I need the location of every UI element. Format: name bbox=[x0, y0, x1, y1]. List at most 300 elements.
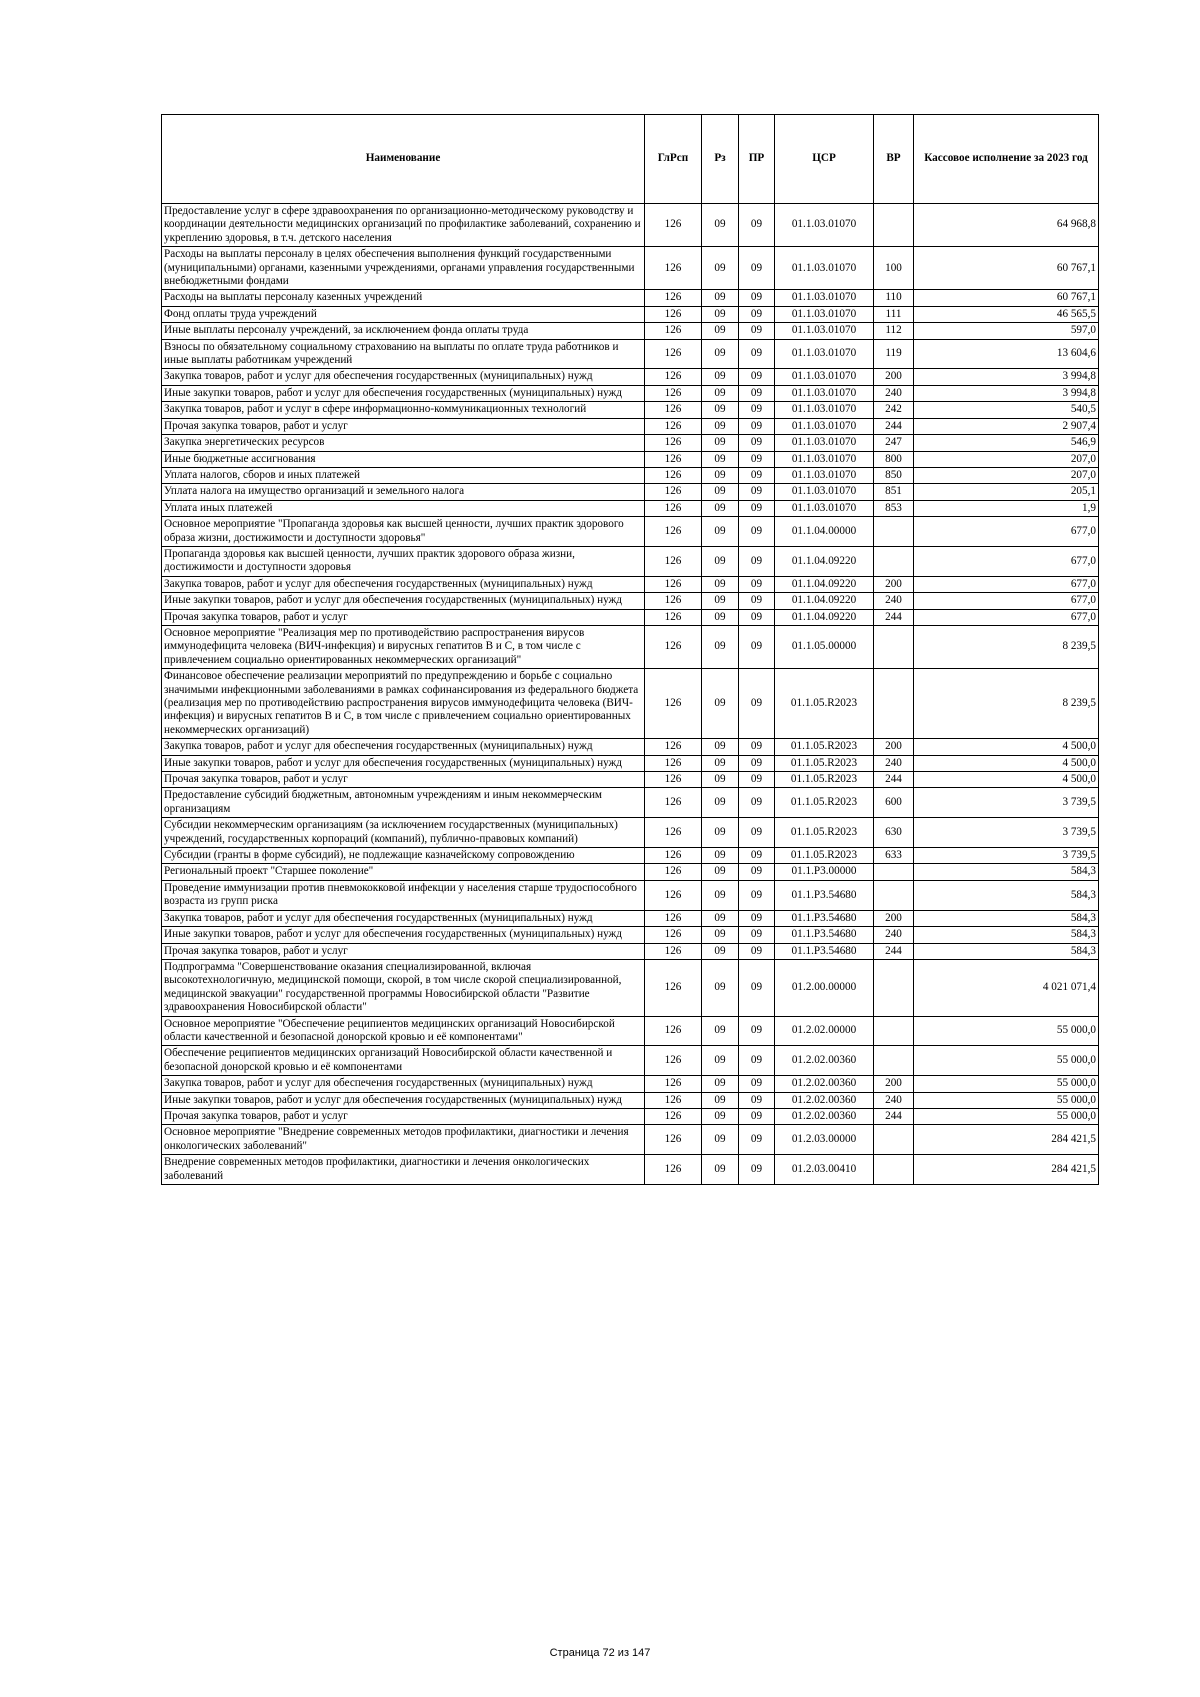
row-name-cell: Иные закупки товаров, работ и услуг для обеспечения государственных (муниципальных) нужд bbox=[162, 1092, 645, 1108]
row-csr-cell: 01.1.03.01070 bbox=[775, 500, 874, 516]
row-rz-cell: 09 bbox=[702, 500, 739, 516]
row-csr-cell: 01.1.P3.54680 bbox=[775, 880, 874, 910]
row-amount-cell: 284 421,5 bbox=[914, 1125, 1099, 1155]
row-rz-cell: 09 bbox=[702, 402, 739, 418]
row-name-cell: Субсидии некоммерческим организациям (за исключением государственных (муниципальных) учреждений, государственных корпораций (компаний), публично-правовых компаний) bbox=[162, 818, 645, 848]
row-pr-cell: 09 bbox=[739, 418, 775, 434]
row-rz-cell: 09 bbox=[702, 1046, 739, 1076]
row-vr-cell: 244 bbox=[874, 609, 914, 625]
row-vr-cell: 240 bbox=[874, 927, 914, 943]
row-amount-cell: 677,0 bbox=[914, 546, 1099, 576]
table-row bbox=[162, 500, 1099, 516]
row-amount-cell: 8 239,5 bbox=[914, 625, 1099, 668]
table-row bbox=[162, 864, 1099, 880]
row-rz-cell: 09 bbox=[702, 339, 739, 369]
row-csr-cell: 01.1.05.R2023 bbox=[775, 788, 874, 818]
row-pr-cell: 09 bbox=[739, 943, 775, 959]
row-amount-cell: 4 500,0 bbox=[914, 772, 1099, 788]
row-rz-cell: 09 bbox=[702, 818, 739, 848]
row-amount-cell: 4 500,0 bbox=[914, 755, 1099, 771]
row-name-cell: Закупка товаров, работ и услуг для обеспечения государственных (муниципальных) нужд bbox=[162, 1076, 645, 1092]
row-name-cell: Уплата иных платежей bbox=[162, 500, 645, 516]
row-glrsp-cell: 126 bbox=[645, 848, 702, 864]
row-rz-cell: 09 bbox=[702, 467, 739, 483]
row-vr-cell bbox=[874, 1016, 914, 1046]
row-rz-cell: 09 bbox=[702, 418, 739, 434]
row-amount-cell: 3 994,8 bbox=[914, 385, 1099, 401]
row-name-cell: Закупка товаров, работ и услуг для обеспечения государственных (муниципальных) нужд bbox=[162, 910, 645, 926]
table-row bbox=[162, 1155, 1099, 1185]
row-csr-cell: 01.1.05.00000 bbox=[775, 625, 874, 668]
row-rz-cell: 09 bbox=[702, 1125, 739, 1155]
table-row bbox=[162, 435, 1099, 451]
row-csr-cell: 01.1.03.01070 bbox=[775, 418, 874, 434]
row-csr-cell: 01.1.03.01070 bbox=[775, 402, 874, 418]
row-glrsp-cell: 126 bbox=[645, 669, 702, 739]
row-vr-cell: 247 bbox=[874, 435, 914, 451]
row-vr-cell bbox=[874, 1046, 914, 1076]
row-csr-cell: 01.1.03.01070 bbox=[775, 339, 874, 369]
row-name-cell: Пропаганда здоровья как высшей ценности, лучших практик здорового образа жизни, достижимости и доступности здоровья bbox=[162, 546, 645, 576]
table-row bbox=[162, 669, 1099, 739]
row-csr-cell: 01.2.02.00360 bbox=[775, 1108, 874, 1124]
row-csr-cell: 01.1.P3.54680 bbox=[775, 927, 874, 943]
row-name-cell: Иные закупки товаров, работ и услуг для обеспечения государственных (муниципальных) нужд bbox=[162, 755, 645, 771]
row-name-cell: Предоставление субсидий бюджетным, автономным учреждениям и иным некоммерческим организациям bbox=[162, 788, 645, 818]
row-csr-cell: 01.1.05.R2023 bbox=[775, 818, 874, 848]
row-pr-cell: 09 bbox=[739, 669, 775, 739]
table-row bbox=[162, 755, 1099, 771]
row-vr-cell: 200 bbox=[874, 576, 914, 592]
row-pr-cell: 09 bbox=[739, 927, 775, 943]
row-glrsp-cell: 126 bbox=[645, 625, 702, 668]
row-rz-cell: 09 bbox=[702, 880, 739, 910]
row-vr-cell: 200 bbox=[874, 369, 914, 385]
row-rz-cell: 09 bbox=[702, 609, 739, 625]
row-amount-cell: 8 239,5 bbox=[914, 669, 1099, 739]
row-amount-cell: 207,0 bbox=[914, 467, 1099, 483]
table-row bbox=[162, 546, 1099, 576]
row-vr-cell bbox=[874, 204, 914, 247]
row-amount-cell: 55 000,0 bbox=[914, 1046, 1099, 1076]
row-pr-cell: 09 bbox=[739, 323, 775, 339]
row-name-cell: Основное мероприятие "Внедрение современных методов профилактики, диагностики и лечения онкологических заболеваний" bbox=[162, 1125, 645, 1155]
row-vr-cell: 240 bbox=[874, 385, 914, 401]
row-rz-cell: 09 bbox=[702, 943, 739, 959]
row-pr-cell: 09 bbox=[739, 1046, 775, 1076]
row-glrsp-cell: 126 bbox=[645, 517, 702, 547]
row-name-cell: Закупка энергетических ресурсов bbox=[162, 435, 645, 451]
row-rz-cell: 09 bbox=[702, 788, 739, 818]
table-row bbox=[162, 772, 1099, 788]
row-vr-cell: 240 bbox=[874, 1092, 914, 1108]
row-vr-cell bbox=[874, 517, 914, 547]
row-csr-cell: 01.2.03.00000 bbox=[775, 1125, 874, 1155]
row-name-cell: Фонд оплаты труда учреждений bbox=[162, 306, 645, 322]
table-row bbox=[162, 1046, 1099, 1076]
row-glrsp-cell: 126 bbox=[645, 1155, 702, 1185]
row-name-cell: Расходы на выплаты персоналу казенных учреждений bbox=[162, 290, 645, 306]
row-glrsp-cell: 126 bbox=[645, 1046, 702, 1076]
row-pr-cell: 09 bbox=[739, 593, 775, 609]
row-glrsp-cell: 126 bbox=[645, 290, 702, 306]
row-rz-cell: 09 bbox=[702, 451, 739, 467]
row-amount-cell: 540,5 bbox=[914, 402, 1099, 418]
budget-table-container bbox=[161, 114, 1098, 1185]
table-row bbox=[162, 927, 1099, 943]
table-row bbox=[162, 369, 1099, 385]
row-csr-cell: 01.1.P3.54680 bbox=[775, 910, 874, 926]
table-row bbox=[162, 385, 1099, 401]
row-glrsp-cell: 126 bbox=[645, 385, 702, 401]
row-csr-cell: 01.2.00.00000 bbox=[775, 959, 874, 1016]
row-vr-cell: 244 bbox=[874, 418, 914, 434]
row-vr-cell: 100 bbox=[874, 247, 914, 290]
row-vr-cell: 850 bbox=[874, 467, 914, 483]
row-amount-cell: 2 907,4 bbox=[914, 418, 1099, 434]
row-glrsp-cell: 126 bbox=[645, 576, 702, 592]
row-rz-cell: 09 bbox=[702, 625, 739, 668]
row-vr-cell bbox=[874, 880, 914, 910]
row-pr-cell: 09 bbox=[739, 788, 775, 818]
row-amount-cell: 677,0 bbox=[914, 576, 1099, 592]
header-name: Наименование bbox=[162, 115, 645, 204]
row-vr-cell: 240 bbox=[874, 593, 914, 609]
row-glrsp-cell: 126 bbox=[645, 1125, 702, 1155]
header-rz: Рз bbox=[702, 115, 739, 204]
row-vr-cell bbox=[874, 864, 914, 880]
row-amount-cell: 64 968,8 bbox=[914, 204, 1099, 247]
table-row bbox=[162, 959, 1099, 1016]
row-glrsp-cell: 126 bbox=[645, 1092, 702, 1108]
row-amount-cell: 584,3 bbox=[914, 927, 1099, 943]
row-name-cell: Иные закупки товаров, работ и услуг для обеспечения государственных (муниципальных) нужд bbox=[162, 593, 645, 609]
row-rz-cell: 09 bbox=[702, 910, 739, 926]
table-row bbox=[162, 788, 1099, 818]
row-csr-cell: 01.1.04.09220 bbox=[775, 593, 874, 609]
row-amount-cell: 13 604,6 bbox=[914, 339, 1099, 369]
row-vr-cell: 112 bbox=[874, 323, 914, 339]
row-vr-cell: 800 bbox=[874, 451, 914, 467]
table-row bbox=[162, 402, 1099, 418]
row-name-cell: Проведение иммунизации против пневмококковой инфекции у населения старше трудоспособного возраста из групп риска bbox=[162, 880, 645, 910]
row-pr-cell: 09 bbox=[739, 306, 775, 322]
row-glrsp-cell: 126 bbox=[645, 864, 702, 880]
row-amount-cell: 677,0 bbox=[914, 609, 1099, 625]
row-rz-cell: 09 bbox=[702, 369, 739, 385]
row-pr-cell: 09 bbox=[739, 500, 775, 516]
row-glrsp-cell: 126 bbox=[645, 306, 702, 322]
row-pr-cell: 09 bbox=[739, 517, 775, 547]
row-vr-cell: 200 bbox=[874, 739, 914, 755]
row-pr-cell: 09 bbox=[739, 1016, 775, 1046]
row-amount-cell: 60 767,1 bbox=[914, 247, 1099, 290]
row-vr-cell: 242 bbox=[874, 402, 914, 418]
row-rz-cell: 09 bbox=[702, 772, 739, 788]
row-glrsp-cell: 126 bbox=[645, 910, 702, 926]
row-csr-cell: 01.1.05.R2023 bbox=[775, 772, 874, 788]
row-csr-cell: 01.1.04.09220 bbox=[775, 546, 874, 576]
row-csr-cell: 01.1.03.01070 bbox=[775, 467, 874, 483]
row-glrsp-cell: 126 bbox=[645, 204, 702, 247]
row-vr-cell: 853 bbox=[874, 500, 914, 516]
row-glrsp-cell: 126 bbox=[645, 788, 702, 818]
row-csr-cell: 01.1.03.01070 bbox=[775, 247, 874, 290]
row-pr-cell: 09 bbox=[739, 290, 775, 306]
table-row bbox=[162, 484, 1099, 500]
row-glrsp-cell: 126 bbox=[645, 943, 702, 959]
row-glrsp-cell: 126 bbox=[645, 818, 702, 848]
row-name-cell: Прочая закупка товаров, работ и услуг bbox=[162, 1108, 645, 1124]
row-pr-cell: 09 bbox=[739, 772, 775, 788]
row-name-cell: Внедрение современных методов профилактики, диагностики и лечения онкологических заболеваний bbox=[162, 1155, 645, 1185]
row-amount-cell: 584,3 bbox=[914, 864, 1099, 880]
row-pr-cell: 09 bbox=[739, 204, 775, 247]
row-name-cell: Расходы на выплаты персоналу в целях обеспечения выполнения функций государственными (муниципальными) органами, казенными учреждениями, органами управления государственными внебюджетными фондами bbox=[162, 247, 645, 290]
row-amount-cell: 677,0 bbox=[914, 517, 1099, 547]
row-amount-cell: 4 021 071,4 bbox=[914, 959, 1099, 1016]
row-pr-cell: 09 bbox=[739, 369, 775, 385]
row-rz-cell: 09 bbox=[702, 306, 739, 322]
row-name-cell: Иные закупки товаров, работ и услуг для обеспечения государственных (муниципальных) нужд bbox=[162, 927, 645, 943]
row-name-cell: Иные бюджетные ассигнования bbox=[162, 451, 645, 467]
row-rz-cell: 09 bbox=[702, 546, 739, 576]
page-number: Страница 72 из 147 bbox=[549, 1647, 651, 1659]
row-amount-cell: 55 000,0 bbox=[914, 1076, 1099, 1092]
header-glrsp: ГлРсп bbox=[645, 115, 702, 204]
table-row bbox=[162, 467, 1099, 483]
row-rz-cell: 09 bbox=[702, 1092, 739, 1108]
row-name-cell: Подпрограмма "Совершенствование оказания специализированной, включая высокотехнологичную, медицинской помощи, скорой, в том числе скорой специализированной, медицинской эвакуации" государственной программы Новосибирской области "Развитие здравоохранения Новосибирской области" bbox=[162, 959, 645, 1016]
row-amount-cell: 584,3 bbox=[914, 943, 1099, 959]
row-vr-cell: 119 bbox=[874, 339, 914, 369]
row-vr-cell: 630 bbox=[874, 818, 914, 848]
row-glrsp-cell: 126 bbox=[645, 451, 702, 467]
row-glrsp-cell: 126 bbox=[645, 880, 702, 910]
table-body bbox=[162, 204, 1099, 1185]
row-glrsp-cell: 126 bbox=[645, 247, 702, 290]
header-pr: ПР bbox=[739, 115, 775, 204]
row-pr-cell: 09 bbox=[739, 484, 775, 500]
row-rz-cell: 09 bbox=[702, 669, 739, 739]
row-csr-cell: 01.1.03.01070 bbox=[775, 451, 874, 467]
row-rz-cell: 09 bbox=[702, 1108, 739, 1124]
row-pr-cell: 09 bbox=[739, 1125, 775, 1155]
row-glrsp-cell: 126 bbox=[645, 927, 702, 943]
table-row bbox=[162, 818, 1099, 848]
row-amount-cell: 3 739,5 bbox=[914, 848, 1099, 864]
row-vr-cell: 240 bbox=[874, 755, 914, 771]
table-row bbox=[162, 418, 1099, 434]
row-amount-cell: 584,3 bbox=[914, 910, 1099, 926]
row-csr-cell: 01.1.05.R2023 bbox=[775, 755, 874, 771]
row-glrsp-cell: 126 bbox=[645, 323, 702, 339]
row-amount-cell: 546,9 bbox=[914, 435, 1099, 451]
row-amount-cell: 55 000,0 bbox=[914, 1016, 1099, 1046]
row-csr-cell: 01.1.03.01070 bbox=[775, 385, 874, 401]
row-rz-cell: 09 bbox=[702, 290, 739, 306]
row-pr-cell: 09 bbox=[739, 576, 775, 592]
row-pr-cell: 09 bbox=[739, 864, 775, 880]
row-name-cell: Закупка товаров, работ и услуг для обеспечения государственных (муниципальных) нужд bbox=[162, 576, 645, 592]
row-vr-cell: 244 bbox=[874, 772, 914, 788]
row-glrsp-cell: 126 bbox=[645, 435, 702, 451]
row-rz-cell: 09 bbox=[702, 484, 739, 500]
row-glrsp-cell: 126 bbox=[645, 546, 702, 576]
row-glrsp-cell: 126 bbox=[645, 369, 702, 385]
table-row bbox=[162, 1108, 1099, 1124]
row-vr-cell: 851 bbox=[874, 484, 914, 500]
row-glrsp-cell: 126 bbox=[645, 772, 702, 788]
row-pr-cell: 09 bbox=[739, 247, 775, 290]
row-rz-cell: 09 bbox=[702, 247, 739, 290]
row-name-cell: Основное мероприятие "Обеспечение реципиентов медицинских организаций Новосибирской области качественной и безопасной донорской кровью и её компонентами" bbox=[162, 1016, 645, 1046]
row-amount-cell: 3 739,5 bbox=[914, 818, 1099, 848]
row-rz-cell: 09 bbox=[702, 1155, 739, 1185]
row-amount-cell: 205,1 bbox=[914, 484, 1099, 500]
row-csr-cell: 01.1.03.01070 bbox=[775, 323, 874, 339]
row-pr-cell: 09 bbox=[739, 959, 775, 1016]
row-rz-cell: 09 bbox=[702, 517, 739, 547]
row-vr-cell: 244 bbox=[874, 943, 914, 959]
row-pr-cell: 09 bbox=[739, 609, 775, 625]
row-csr-cell: 01.1.03.01070 bbox=[775, 204, 874, 247]
row-name-cell: Иные закупки товаров, работ и услуг для обеспечения государственных (муниципальных) нужд bbox=[162, 385, 645, 401]
row-amount-cell: 584,3 bbox=[914, 880, 1099, 910]
row-pr-cell: 09 bbox=[739, 755, 775, 771]
row-rz-cell: 09 bbox=[702, 739, 739, 755]
table-header-row bbox=[162, 115, 1099, 204]
row-glrsp-cell: 126 bbox=[645, 402, 702, 418]
row-vr-cell bbox=[874, 625, 914, 668]
table-row bbox=[162, 1076, 1099, 1092]
row-csr-cell: 01.1.05.R2023 bbox=[775, 739, 874, 755]
row-pr-cell: 09 bbox=[739, 546, 775, 576]
row-name-cell: Основное мероприятие "Реализация мер по противодействию распространения вирусов иммунодефицита человека (ВИЧ-инфекция) и вирусных гепатитов В и С, в том числе с привлечением социально ориентированных некоммерческих организаций" bbox=[162, 625, 645, 668]
row-glrsp-cell: 126 bbox=[645, 755, 702, 771]
row-glrsp-cell: 126 bbox=[645, 959, 702, 1016]
row-pr-cell: 09 bbox=[739, 1092, 775, 1108]
row-csr-cell: 01.1.04.09220 bbox=[775, 609, 874, 625]
row-amount-cell: 284 421,5 bbox=[914, 1155, 1099, 1185]
row-rz-cell: 09 bbox=[702, 385, 739, 401]
row-name-cell: Уплата налога на имущество организаций и земельного налога bbox=[162, 484, 645, 500]
row-amount-cell: 3 994,8 bbox=[914, 369, 1099, 385]
row-rz-cell: 09 bbox=[702, 323, 739, 339]
row-amount-cell: 207,0 bbox=[914, 451, 1099, 467]
row-pr-cell: 09 bbox=[739, 625, 775, 668]
row-pr-cell: 09 bbox=[739, 818, 775, 848]
header-csr: ЦСР bbox=[775, 115, 874, 204]
table-row bbox=[162, 1016, 1099, 1046]
table-row bbox=[162, 625, 1099, 668]
row-pr-cell: 09 bbox=[739, 385, 775, 401]
row-glrsp-cell: 126 bbox=[645, 484, 702, 500]
budget-table bbox=[161, 114, 1099, 1185]
row-amount-cell: 60 767,1 bbox=[914, 290, 1099, 306]
row-csr-cell: 01.1.03.01070 bbox=[775, 435, 874, 451]
row-name-cell: Основное мероприятие "Пропаганда здоровья как высшей ценности, лучших практик здорового образа жизни, достижимости и доступности здоровья" bbox=[162, 517, 645, 547]
table-row bbox=[162, 1125, 1099, 1155]
row-csr-cell: 01.2.03.00410 bbox=[775, 1155, 874, 1185]
row-name-cell: Иные выплаты персоналу учреждений, за исключением фонда оплаты труда bbox=[162, 323, 645, 339]
table-row bbox=[162, 1092, 1099, 1108]
table-row bbox=[162, 880, 1099, 910]
row-csr-cell: 01.1.04.09220 bbox=[775, 576, 874, 592]
row-name-cell: Закупка товаров, работ и услуг в сфере информационно-коммуникационных технологий bbox=[162, 402, 645, 418]
row-name-cell: Прочая закупка товаров, работ и услуг bbox=[162, 943, 645, 959]
row-csr-cell: 01.2.02.00360 bbox=[775, 1046, 874, 1076]
row-vr-cell: 600 bbox=[874, 788, 914, 818]
row-vr-cell bbox=[874, 1125, 914, 1155]
row-vr-cell bbox=[874, 1155, 914, 1185]
row-rz-cell: 09 bbox=[702, 959, 739, 1016]
table-row bbox=[162, 943, 1099, 959]
row-pr-cell: 09 bbox=[739, 1155, 775, 1185]
table-row bbox=[162, 593, 1099, 609]
row-rz-cell: 09 bbox=[702, 1016, 739, 1046]
table-row bbox=[162, 247, 1099, 290]
row-glrsp-cell: 126 bbox=[645, 1016, 702, 1046]
row-pr-cell: 09 bbox=[739, 402, 775, 418]
row-glrsp-cell: 126 bbox=[645, 500, 702, 516]
row-amount-cell: 677,0 bbox=[914, 593, 1099, 609]
table-row bbox=[162, 576, 1099, 592]
row-csr-cell: 01.1.03.01070 bbox=[775, 290, 874, 306]
table-row bbox=[162, 204, 1099, 247]
row-name-cell: Взносы по обязательному социальному страхованию на выплаты по оплате труда работников и иные выплаты работникам учреждений bbox=[162, 339, 645, 369]
row-vr-cell: 200 bbox=[874, 1076, 914, 1092]
table-row bbox=[162, 609, 1099, 625]
row-rz-cell: 09 bbox=[702, 864, 739, 880]
row-name-cell: Прочая закупка товаров, работ и услуг bbox=[162, 772, 645, 788]
row-name-cell: Обеспечение реципиентов медицинских организаций Новосибирской области качественной и безопасной донорской кровью и её компонентами bbox=[162, 1046, 645, 1076]
row-csr-cell: 01.1.03.01070 bbox=[775, 484, 874, 500]
row-rz-cell: 09 bbox=[702, 593, 739, 609]
row-csr-cell: 01.1.P3.54680 bbox=[775, 943, 874, 959]
row-rz-cell: 09 bbox=[702, 435, 739, 451]
row-rz-cell: 09 bbox=[702, 576, 739, 592]
row-vr-cell: 200 bbox=[874, 910, 914, 926]
row-rz-cell: 09 bbox=[702, 204, 739, 247]
row-vr-cell bbox=[874, 959, 914, 1016]
row-pr-cell: 09 bbox=[739, 339, 775, 369]
row-vr-cell: 110 bbox=[874, 290, 914, 306]
table-row bbox=[162, 739, 1099, 755]
row-pr-cell: 09 bbox=[739, 451, 775, 467]
row-pr-cell: 09 bbox=[739, 848, 775, 864]
row-vr-cell bbox=[874, 669, 914, 739]
table-row bbox=[162, 290, 1099, 306]
row-rz-cell: 09 bbox=[702, 848, 739, 864]
row-name-cell: Закупка товаров, работ и услуг для обеспечения государственных (муниципальных) нужд bbox=[162, 369, 645, 385]
row-name-cell: Закупка товаров, работ и услуг для обеспечения государственных (муниципальных) нужд bbox=[162, 739, 645, 755]
row-name-cell: Прочая закупка товаров, работ и услуг bbox=[162, 609, 645, 625]
row-pr-cell: 09 bbox=[739, 880, 775, 910]
row-csr-cell: 01.1.P3.00000 bbox=[775, 864, 874, 880]
row-pr-cell: 09 bbox=[739, 739, 775, 755]
row-name-cell: Предоставление услуг в сфере здравоохранения по организационно-методическому руководству и координации деятельности медицинских организаций по профилактике заболеваний, сохранению и укреплению здоровья, в т.ч. детского населения bbox=[162, 204, 645, 247]
row-glrsp-cell: 126 bbox=[645, 418, 702, 434]
table-row bbox=[162, 517, 1099, 547]
row-amount-cell: 55 000,0 bbox=[914, 1092, 1099, 1108]
row-glrsp-cell: 126 bbox=[645, 609, 702, 625]
row-pr-cell: 09 bbox=[739, 435, 775, 451]
row-csr-cell: 01.2.02.00000 bbox=[775, 1016, 874, 1046]
table-row bbox=[162, 848, 1099, 864]
row-amount-cell: 4 500,0 bbox=[914, 739, 1099, 755]
row-rz-cell: 09 bbox=[702, 927, 739, 943]
